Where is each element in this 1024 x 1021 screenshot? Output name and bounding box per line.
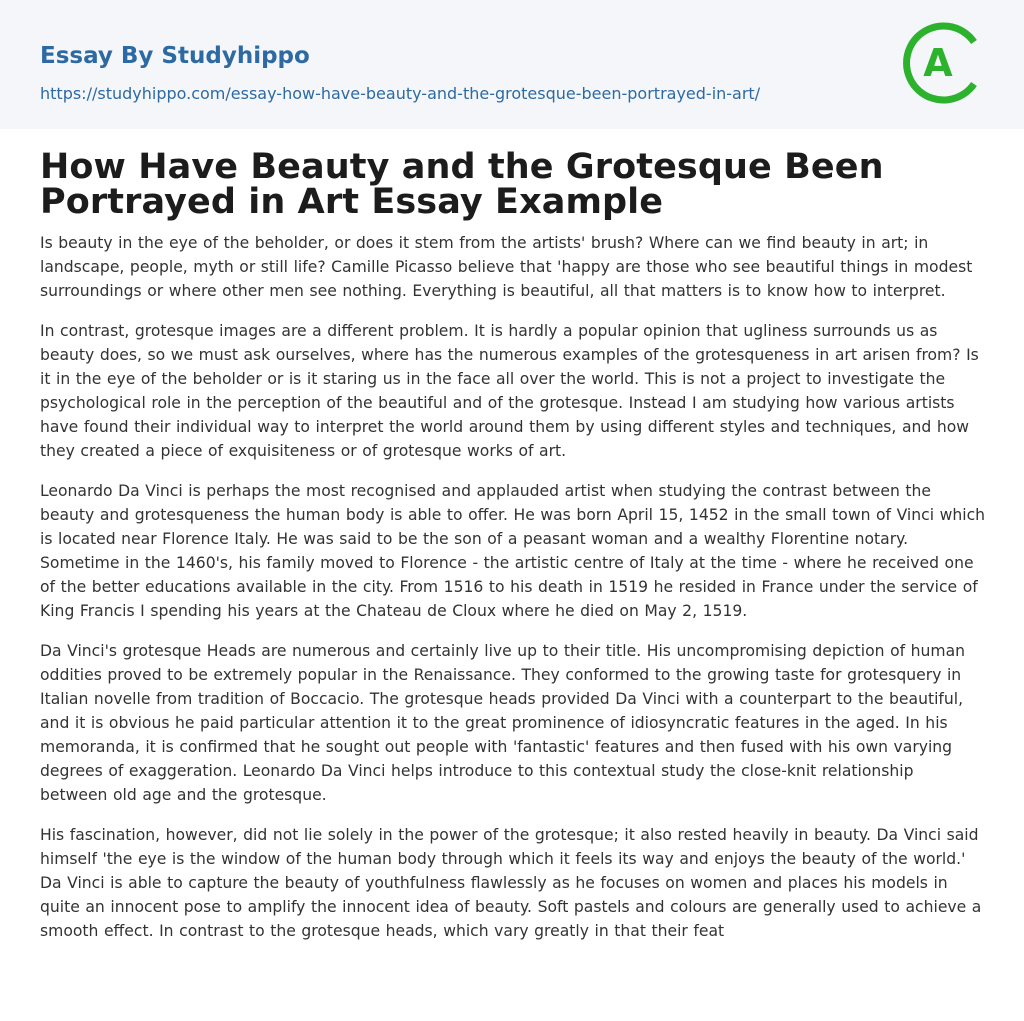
site-name[interactable]: Essay By Studyhippo	[40, 43, 310, 69]
article	[40, 147, 986, 959]
logo-letter: A	[923, 41, 953, 85]
paragraph-3: Leonardo Da Vinci is perhaps the most recognised and applauded artist when studying the contrast between the beauty and grotesqueness the human body is able to offer. He was born April 15, 1452 in the small town of Vinci which is located near Florence Italy. He was said to be the son of a peasant woman and a wealthy Florentine notary. Sometime in the 1460's, his family moved to Florence - the artistic centre of Italy at the time - where he received one of the better educations available in the city. From 1516 to his death in 1519 he resided in France under the service of King Francis I spending his years at the Chateau de Cloux where he died on May 2, 1519.	[40, 482, 986, 620]
site-header	[0, 0, 1024, 129]
paragraph-5: His fascination, however, did not lie solely in the power of the grotesque; it also rested heavily in beauty. Da Vinci said himself 'the eye is the window of the human body through which it feels its way and enjoys the beauty of the world.' Da Vinci is able to capture the beauty of youthfulness flawlessly as he focuses on women and places his models in quite an innocent pose to amplify the innocent idea of beauty. Soft pastels and colours are generally used to achieve a smooth effect. In contrast to the grotesque heads, which vary greatly in that their feat	[40, 826, 982, 940]
paragraph-1: Is beauty in the eye of the beholder, or does it stem from the artists' brush? Where can we find beauty in art; in landscape, people, myth or still life? Camille Picasso believe that 'happy are those who see beautiful things in modest surroundings or where other men see nothing. Everything is beautiful, all that matters is to know how to interpret.	[40, 234, 973, 300]
source-url-link[interactable]: https://studyhippo.com/essay-how-have-beauty-and-the-grotesque-been-portrayed-in-art/	[40, 84, 761, 103]
paragraph-2: In contrast, grotesque images are a different problem. It is hardly a popular opinion that ugliness surrounds us as beauty does, so we must ask ourselves, where has the numerous examples of the grotesqueness in art arisen from? Is it in the eye of the beholder or is it staring us in the face all over the world. This is not a project to investigate the psychological role in the perception of the beautiful and of the grotesque. Instead I am studying how various artists have found their individual way to interpret the world around them by using different styles and techniques, and how they created a piece of exquisiteness or of grotesque works of art.	[40, 322, 979, 460]
article-body	[40, 231, 986, 943]
studyhippo-logo-icon[interactable]	[892, 18, 988, 108]
paragraph-4: Da Vinci's grotesque Heads are numerous and certainly live up to their title. His uncompromising depiction of human oddities proved to be extremely popular in the Renaissance. They conformed to the growing taste for grotesquery in Italian novelle from tradition of Boccacio. The grotesque heads provided Da Vinci with a counterpart to the beautiful, and it is obvious he paid particular attention it to the great prominence of idiosyncratic features in the aged. In his memoranda, it is confirmed that he sought out people with 'fantastic' features and then fused with his own varying degrees of exaggeration. Leonardo Da Vinci helps introduce to this contextual study the close-knit relationship between old age and the grotesque.	[40, 642, 966, 804]
article-title: How Have Beauty and the Grotesque Been Portrayed in Art Essay Example	[40, 147, 884, 222]
